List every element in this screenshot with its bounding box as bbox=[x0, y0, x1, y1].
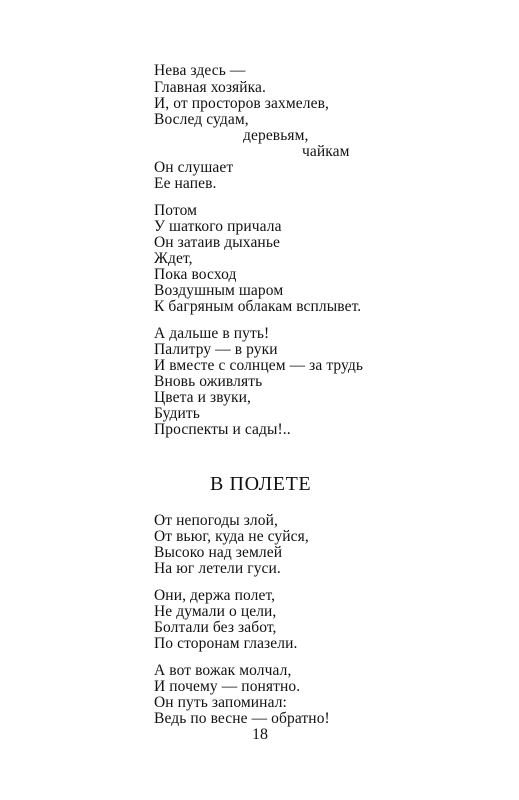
poem-line: От непогоды злой, bbox=[154, 512, 278, 529]
poem-line: Вослед судам, bbox=[154, 111, 249, 128]
poem-title: В ПОЛЕТЕ bbox=[210, 473, 312, 495]
poem-line: Проспекты и сады!.. bbox=[154, 421, 291, 438]
poem-line: Высоко над землей bbox=[154, 544, 283, 561]
poem-line: Будить bbox=[154, 405, 200, 422]
poem-line: Ждет, bbox=[154, 250, 193, 267]
poem-line: Ее напев. bbox=[154, 175, 217, 192]
poem-line: Цвета и звуки, bbox=[154, 389, 251, 406]
poem-line: Не думали о цели, bbox=[154, 603, 277, 620]
poem-line: Он слушает bbox=[154, 159, 234, 176]
poem-line: Пока восход bbox=[154, 266, 237, 283]
poem-line: И почему — понятно. bbox=[154, 678, 301, 695]
poem-line: Потом bbox=[154, 202, 198, 219]
poem-line: А дальше в путь! bbox=[154, 325, 270, 342]
poem-line: Ведь по весне — обратно! bbox=[154, 710, 330, 727]
page-number: 18 bbox=[252, 726, 268, 743]
poem-line: К багряным облакам всплывет. bbox=[154, 298, 362, 315]
poem-line: Нева здесь — bbox=[154, 62, 246, 79]
poem-line: По сторонам глазели. bbox=[154, 635, 298, 652]
poem-line: У шаткого причала bbox=[154, 218, 282, 235]
poem-line: Они, держа полет, bbox=[154, 587, 276, 604]
poem-line: И, от просторов захмелев, bbox=[154, 95, 329, 112]
poem-line: Воздушным шаром bbox=[154, 282, 284, 299]
poem-line: Он затаив дыханье bbox=[154, 234, 280, 251]
poem-line: деревьям, bbox=[243, 127, 309, 144]
poem-line: И вместе с солнцем — за трудь bbox=[154, 357, 364, 374]
poem-line: Главная хозяйка. bbox=[154, 79, 267, 96]
poem-line: Он путь запоминал: bbox=[154, 694, 287, 711]
poem-line: Вновь оживлять bbox=[154, 373, 263, 390]
poem-line: От вьюг, куда не суйся, bbox=[154, 528, 309, 545]
poem-line: На юг летели гуси. bbox=[154, 560, 281, 577]
poem-line: чайкам bbox=[302, 143, 350, 160]
poem-line: Болтали без забот, bbox=[154, 619, 277, 636]
poem-line: Палитру — в руки bbox=[154, 341, 278, 358]
poem-line: А вот вожак молчал, bbox=[154, 662, 292, 679]
